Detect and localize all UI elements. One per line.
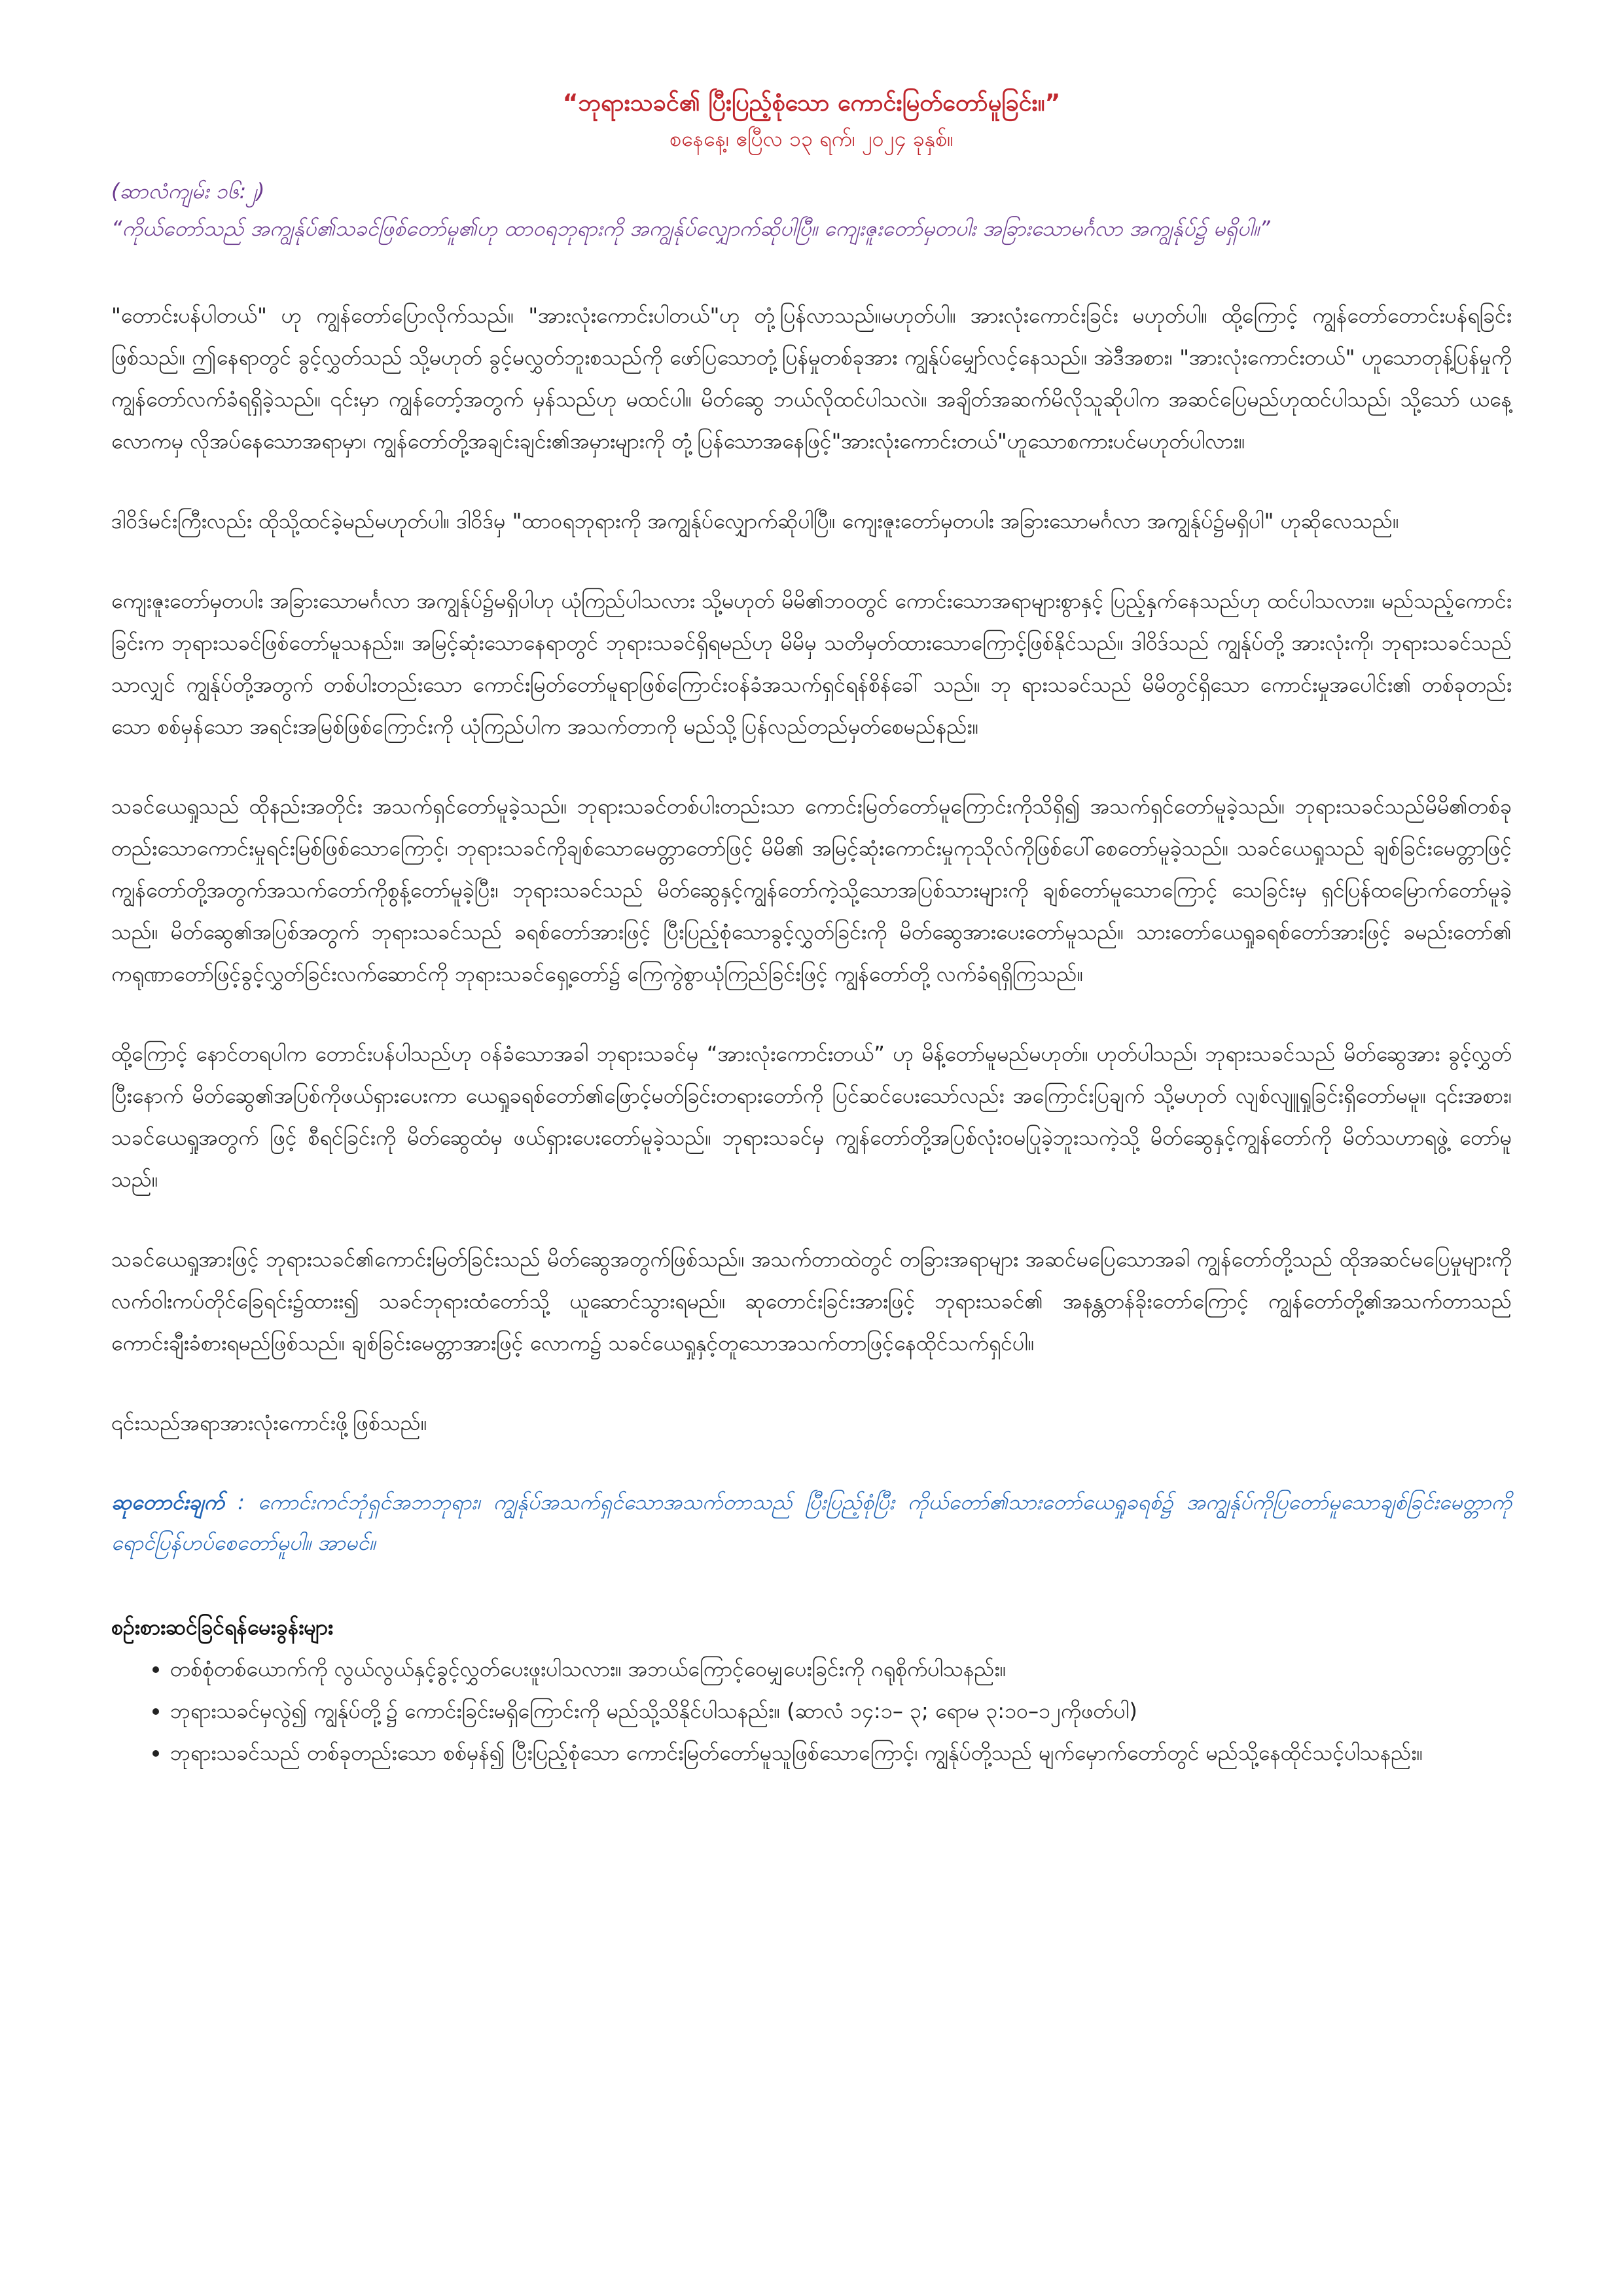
prayer-block — [111, 1482, 1512, 1563]
questions-list — [111, 1649, 1512, 1772]
body-paragraph: သခင်ယေရှုအားဖြင့် ဘုရားသခင်၏ကောင်းမြတ်ခြင်းသည် မိတ်ဆွေအတွက်ဖြစ်သည်။ အသက်တာထဲတွင် တခြားအရာများ အဆင်မပြေသောအခါ ကျွန်တော်တို့သည် ထိုအဆင်မပြေမှုများကို လက်ဝါးကပ်တိုင်ခြေရင်း၌ထားး၍ သခင်ဘုရားထံတော်သို့ ယူဆောင်သွားရမည်။ ဆုတောင်းခြင်းအားဖြင့် ဘုရားသခင်၏ အနန္တတန်ခိုးတော်ကြောင့် ကျွန်တော်တို့၏အသက်တာသည် ကောင်းချီးခံစားရမည်ဖြစ်သည်။ ချစ်ခြင်းမေတ္တာအားဖြင့် လောက၌ သခင်ယေရှုနှင့်တူသောအသက်တာဖြင့်နေထိုင်သက်ရှင်ပါ။ — [111, 1247, 1512, 1355]
prayer-text: : ကောင်းကင်ဘုံရှင်အဘဘုရား၊ ကျွန်ုပ်အသက်ရှင်သောအသက်တာသည် ပြီးပြည့်စုံပြီး ကိုယ်တော်၏သားတော်ယေရှုခရစ်၌ အကျွန်ုပ်ကိုပြတော်မူသောချစ်ခြင်းမေတ္တာကို ရောင်ပြန်ဟပ်စေတော်မူပါ။ အာမင်။ — [111, 1490, 1512, 1555]
body-paragraph: ၎င်းသည်အရာအားလုံးကောင်းဖို့ဖြစ်သည်။ — [111, 1410, 427, 1435]
body-paragraph: ဒါဝိဒ်မင်းကြီးလည်း ထိုသို့ထင်ခဲ့မည်မဟုတ်ပါ။ ဒါဝိဒ်မှ "ထာဝရဘုရားကို အကျွန်ုပ်လျှောက်ဆိုပါပြီ။ ကျေးဇူးတော်မှတပါး အခြားသောမင်္ဂလာ အကျွန်ုပ်၌မရှိပါ" ဟုဆိုလေသည်။ — [111, 509, 1399, 533]
scripture-verse: “ကိုယ်တော်သည် အကျွန်ုပ်၏သခင်ဖြစ်တော်မူ၏ဟု ထာဝရဘုရားကို အကျွန်ုပ်လျှောက်ဆိုပါပြီ။ ကျေးဇူးတော်မှတပါး အခြားသောမင်္ဂလာ အကျွန်ုပ်၌ မရှိပါ။” — [111, 216, 1270, 241]
prayer-label: ဆုတောင်းချက် — [111, 1490, 224, 1515]
scripture-reference: (ဆာလံကျမ်း ၁၆:၂) — [111, 179, 265, 204]
body-paragraph: ကျေးဇူးတော်မှတပါး အခြားသောမင်္ဂလာ အကျွန်ုပ်၌မရှိပါဟု ယုံကြည်ပါသလား သို့မဟုတ် မိမိ၏ဘဝတွင် ကောင်းသောအရာများစွာနှင့် ပြည့်နှက်နေသည်ဟု ထင်ပါသလား။ မည်သည့်ကောင်းခြင်းက ဘုရားသခင်ဖြစ်တော်မူသနည်း။ အမြင့်ဆုံးသောနေရာတွင် ဘုရားသခင်ရှိရမည်ဟု မိမိမှ သတိမှတ်ထားသောကြောင့်ဖြစ်နိုင်သည်။ ဒါဝိဒ်သည် ကျွန်ုပ်တို့ အားလုံးကို၊ ဘုရားသခင်သည်သာလျှင် ကျွန်ုပ်တို့အတွက် တစ်ပါးတည်းသော ကောင်းမြတ်တော်မူရာဖြစ်ကြောင်းဝန်ခံအသက်ရှင်ရန်စိန်ခေါ် သည်။ ဘု ရားသခင်သည် မိမိတွင်ရှိသော ကောင်းမှုအပေါင်း၏ တစ်ခုတည်းသော စစ်မှန်သော အရင်းအမြစ်ဖြစ်ကြောင်းကို ယုံကြည်ပါက အသက်တာကို မည်သို့ပြန်လည်တည်မှတ်စေမည်နည်း။ — [111, 588, 1512, 739]
page-title: “ဘုရားသခင်၏ ပြီးပြည့်စုံသော ကောင်းမြတ်တော်မူခြင်း။” — [562, 90, 1061, 117]
question-item: • ဘုရားသခင်မှလွဲ၍ ကျွန်ုပ်တို့၌ ကောင်းခြင်းမရှိကြောင်းကို မည်သို့သိနိုင်ပါသနည်း။ (ဆာလံ ၁၄:၁– ၃; ရောမ ၃:၁၀–၁၂ကိုဖတ်ပါ) — [170, 1691, 1512, 1731]
question-item: • ဘုရားသခင်သည် တစ်ခုတည်းသော စစ်မှန်၍ ပြီးပြည့်စုံသော ကောင်းမြတ်တော်မူသူဖြစ်သောကြောင့်၊ ကျွန်ုပ်တို့သည် မျက်မှောက်တော်တွင် မည်သို့နေထိုင်သင့်ပါသနည်း။ — [170, 1733, 1512, 1772]
body-paragraph: "တောင်းပန်ပါတယ်" ဟု ကျွန်တော်ပြောလိုက်သည်။ "အားလုံးကောင်းပါတယ်"ဟု တုံ့ပြန်လာသည်။မဟုတ်ပါ။ အားလုံးကောင်းခြင်း မဟုတ်ပါ။ ထို့ကြောင့် ကျွန်တော်တောင်းပန်ရခြင်းဖြစ်သည်။ ဤနေရာတွင် ခွင့်လွှတ်သည် သို့မဟုတ် ခွင့်မလွှတ်ဘူးစသည်ကို ဖော်ပြသောတုံ့ပြန်မှုတစ်ခုအား ကျွန်ုပ်မျှော်လင့်နေသည်။ အဲဒီအစား၊ "အားလုံးကောင်းတယ်" ဟူသောတုန့်ပြန်မှုကို ကျွန်တော်လက်ခံရရှိခဲ့သည်။ ၎င်းမှာ ကျွန်တော့်အတွက် မှန်သည်ဟု မထင်ပါ။ မိတ်ဆွေ ဘယ်လိုထင်ပါသလဲ။ အချိတ်အဆက်မိလိုသူဆိုပါက အဆင်ပြေမည်ဟုထင်ပါသည်၊ သို့သော် ယနေ့လောကမှ လိုအပ်နေသောအရာမှာ၊ ကျွန်တော်တို့အချင်းချင်း၏အမှားများကို တုံ့ပြန်သောအနေဖြင့်"အားလုံးကောင်းတယ်"ဟူသောစကားပင်မဟုတ်ပါလား။ — [111, 303, 1512, 454]
body-paragraph: သခင်ယေရှုသည် ထိုနည်းအတိုင်း အသက်ရှင်တော်မူခဲ့သည်။ ဘုရားသခင်တစ်ပါးတည်းသာ ကောင်းမြတ်တော်မူကြောင်းကိုသိရှိ၍ အသက်ရှင်တော်မူခဲ့သည်။ ဘုရားသခင်သည်မိမိ၏တစ်ခုတည်းသောကောင်းမှုရင်းမြစ်ဖြစ်သောကြောင့်၊ ဘုရားသခင်ကိုချစ်သောမေတ္တာတော်ဖြင့် မိမိ၏ အမြင့်ဆုံးကောင်းမှုကုသိုလ်ကိုဖြစ်ပေါ်စေတော်မူခဲ့သည်။ သခင်ယေရှုသည် ချစ်ခြင်းမေတ္တာဖြင့် ကျွန်တော်တို့အတွက်အသက်တော်ကိုစွန့်တော်မူခဲ့ပြီး၊ ဘုရားသခင်သည် မိတ်ဆွေနှင့်ကျွန်တော်ကဲ့သို့သောအပြစ်သားများကို ချစ်တော်မူသောကြောင့် သေခြင်းမှ ရှင်ပြန်ထမြောက်တော်မူခဲ့သည်။ မိတ်ဆွေ၏အပြစ်အတွက် ဘုရားသခင်သည် ခရစ်တော်အားဖြင့် ပြီးပြည့်စုံသောခွင့်လွှတ်ခြင်းကို မိတ်ဆွေအားပေးတော်မူသည်။ သားတော်ယေရှုခရစ်တော်အားဖြင့် ခမည်းတော်၏ ကရုဏာတော်ဖြင့်ခွင့်လွှတ်ခြင်းလက်ဆောင်ကို ဘုရားသခင်ရှေ့တော်၌ ကြေကွဲစွာယုံကြည်ခြင်းဖြင့် ကျွန်တော်တို့ လက်ခံရရှိကြသည်။ — [111, 794, 1512, 986]
page-date: စနေနေ့၊ ဧပြီလ ၁၃ ရက်၊ ၂၀၂၄ ခုနှစ်။ — [669, 126, 954, 151]
body-paragraph: ထို့ကြောင့် နောင်တရပါက တောင်းပန်ပါသည်ဟု ဝန်ခံသောအခါ ဘုရားသခင်မှ “အားလုံးကောင်းတယ်” ဟု မိန့်တော်မူမည်မဟုတ်။ ဟုတ်ပါသည်၊ ဘုရားသခင်သည် မိတ်ဆွေအား ခွင့်လွှတ်ပြီးနောက် မိတ်ဆွေ၏အပြစ်ကိုဖယ်ရှားပေးကာ ယေရှုခရစ်တော်၏ဖြောင့်မတ်ခြင်းတရားတော်ကို ပြင်ဆင်ပေးသော်လည်း အကြောင်းပြချက် သို့မဟုတ် လျစ်လျူရှုခြင်းရှိတော်မမူ။ ၎င်းအစား၊ သခင်ယေရှုအတွက် ဖြင့် စီရင်ခြင်းကို မိတ်ဆွေထံမှ ဖယ်ရှားပေးတော်မူခဲ့သည်။ ဘုရားသခင်မှ ကျွန်တော်တို့အပြစ်လုံးဝမပြုခဲ့ဘူးသကဲ့သို့ မိတ်ဆွေနှင့်ကျွန်တော်ကို မိတ်သဟာရဖွဲ့ တော်မူသည်။ — [111, 1041, 1512, 1192]
questions-heading: စဉ်းစားဆင်ခြင်ရန်မေးခွန်းများ — [111, 1615, 333, 1640]
question-item: • တစ်စုံတစ်ယောက်ကို လွယ်လွယ်နှင့်ခွင့်လွှတ်ပေးဖူးပါသလား။ အဘယ်ကြောင့်ဝေမျှပေးခြင်းကို ဂရုစိုက်ပါသနည်း။ — [170, 1649, 1512, 1689]
